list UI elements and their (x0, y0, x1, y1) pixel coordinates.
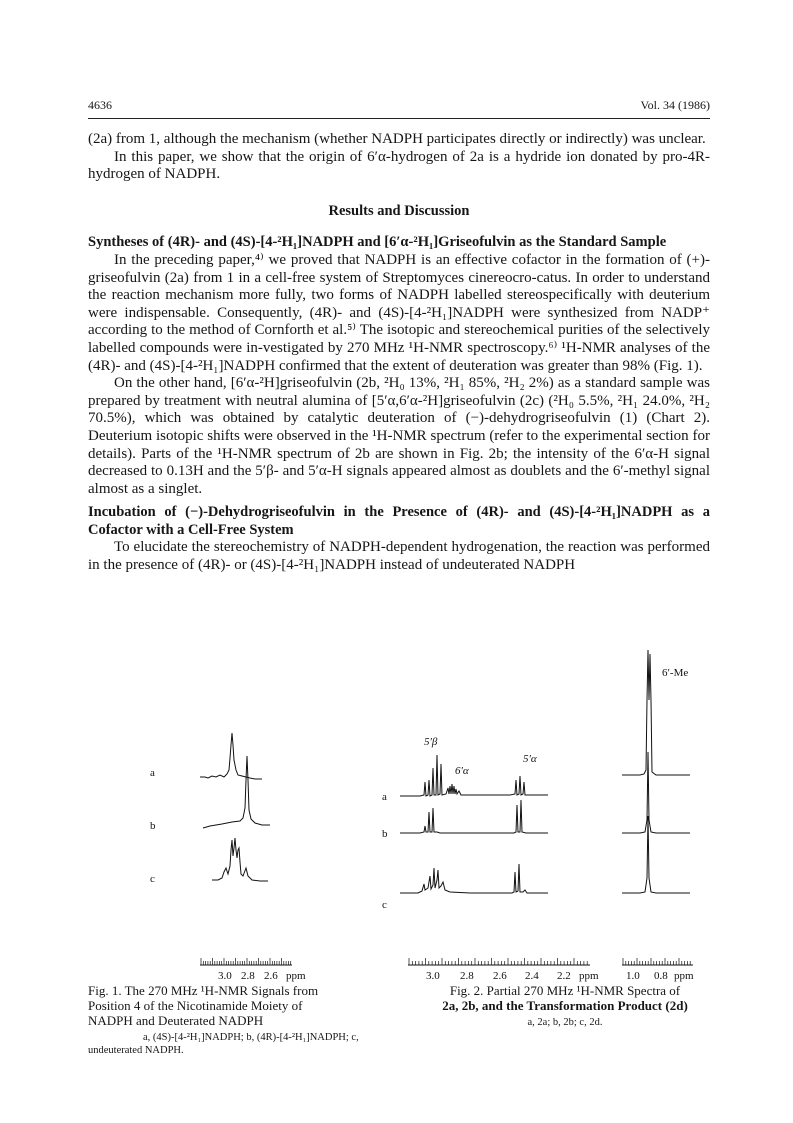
section-title: Results and Discussion (328, 202, 470, 219)
fig2-trace-c (400, 864, 548, 893)
fig1-tick-label-2: 2.6 (264, 970, 278, 982)
fig2-me-axis-unit: ppm (674, 970, 694, 982)
fig1-caption (88, 983, 370, 1057)
fig2-peak-6me: 6′-Me (662, 667, 689, 679)
fig1-legend-line1: a, (4S)-[4-²H₁]NADPH; b, (4R)-[4-²H₁]NADPH; c, (143, 1032, 359, 1043)
fig2-methyl-trace-b (622, 752, 690, 833)
fig1-label-c: c (150, 873, 155, 885)
paragraph-syntheses: In the preceding paper,⁴⁾ we proved that NADPH is an effective cofactor in the formation of (+)-griseofulvin (2a) from 1 in a cell-free system of Streptomyces cinereocro-catus. In order to understand the reaction mechanism more fully, two forms of NADPH labelled stereospecifically with deuterium were indispensable. Consequently, (4R)- and (4S)-[4-²H₁]NADPH were synthesized from NADP⁺ according to the method of Cornforth et al.⁵⁾ The isotopic and stereochemical purities of the selectively labelled compounds were in-vestigated by 270 MHz ¹H-NMR spectroscopy.⁶⁾ ¹H-NMR analyses of the (4R)- and (4S)-[4-²H₁]NADPH confirmed that the extent of deuteration was greater than 98% (Fig. 1). (88, 251, 710, 374)
fig1-trace-b (203, 756, 270, 828)
fig2-label-b: b (382, 828, 388, 840)
fig1-label-b: b (150, 820, 156, 832)
fig2-peak-6alpha: 6′α (455, 765, 469, 777)
fig2-axis-ticks (409, 958, 690, 965)
page-number: 4636 (88, 98, 112, 112)
fig1-axis-unit: ppm (286, 970, 306, 982)
fig2-trace-b (400, 800, 548, 833)
subsection-title-syntheses: Syntheses of (4R)- and (4S)-[4-²H₁]NADPH and [6′α-²H₁]Griseofulvin as the Standard Sample (88, 234, 667, 251)
fig2-axis-unit: ppm (579, 970, 599, 982)
subsection-title-incubation: Incubation of (−)-Dehydrogriseofulvin in the Presence of (4R)- and (4S)-[4-²H₁]NADPH as a Cofactor with a Cell-Free System (88, 504, 710, 538)
fig2-caption-line1: Fig. 2. Partial 270 MHz ¹H-NMR Spectra of (449, 983, 681, 998)
fig1-label-a: a (150, 767, 155, 779)
fig1-tick-label-1: 2.8 (241, 970, 255, 982)
fig2-caption-line2: 2a, 2b, and the Transformation Product (2d) (442, 998, 688, 1013)
fig1-caption-line1: Fig. 1. The 270 MHz ¹H-NMR Signals from (88, 983, 319, 998)
fig1-axis-ticks (201, 958, 291, 965)
fig2-tick-label-0: 3.0 (426, 970, 440, 982)
paragraph-intro: In this paper, we show that the origin of 6′α-hydrogen of 2a is a hydride ion donated by pro-4R-hydrogen of NADPH. (88, 148, 710, 183)
fig1-tick-label-0: 3.0 (218, 970, 232, 982)
paragraph-standard-sample: On the other hand, [6′α-²H]griseofulvin (2b, ²H₀ 13%, ²H₁ 85%, ²H₂ 2%) as a standard sample was prepared by treatment with neutral alumina of [5′α,6′α-²H]griseofulvin (2c) (²H₀ 5.5%, ²H₁ 24.0%, ²H₂ 70.5%), which was obtained by catalytic deuteration of (−)-dehydrogriseofulvin (1) (Chart 2). Deuterium isotopic shifts were observed in the ¹H-NMR spectrum (refer to the experimental section for details). Parts of the ¹H-NMR spectrum of 2b are shown in Fig. 2b; the intensity of the 6′α-H signal decreased to 0.13H and the 5′β- and 5′α-H signals appeared almost as doublets and the 6′-methyl signal almost as a singlet. (88, 375, 710, 497)
fig2-label-a: a (382, 791, 387, 803)
fig2-tick-label-4: 2.2 (557, 970, 571, 982)
fig2-tick-label-3: 2.4 (525, 970, 539, 982)
paragraph-continuation: (2a) from 1, although the mechanism (whether NADPH participates directly or indirectly) was unclear. (88, 131, 706, 147)
fig2-me-tick-label-1: 0.8 (654, 970, 668, 982)
fig2-peak-5alpha: 5′α (523, 753, 537, 765)
paragraph-incubation: To elucidate the stereochemistry of NADPH-dependent hydrogenation, the reaction was performed in the presence of (4R)- or (4S)-[4-²H₁]NADPH instead of undeuterated NADPH (88, 539, 710, 574)
fig1-caption-line2: Position 4 of the Nicotinamide Moiety of (88, 998, 303, 1013)
fig2-label-c: c (382, 899, 387, 911)
fig1-trace-a (200, 733, 262, 779)
fig2-caption (415, 983, 715, 1029)
fig2-legend: a, 2a; b, 2b; c, 2d. (527, 1017, 603, 1028)
fig1-legend-line2: undeuterated NADPH. (88, 1045, 184, 1056)
fig2-tick-label-1: 2.8 (460, 970, 474, 982)
fig2-methyl-trace-c (622, 816, 690, 893)
fig2-peak-5beta: 5′β (424, 736, 438, 748)
fig2-me-tick-label-0: 1.0 (626, 970, 640, 982)
fig1-caption-line3: NADPH and Deuterated NADPH (88, 1013, 264, 1028)
volume-label: Vol. 34 (1986) (640, 98, 710, 112)
fig2-tick-label-2: 2.6 (493, 970, 507, 982)
fig1-trace-c (212, 838, 268, 881)
